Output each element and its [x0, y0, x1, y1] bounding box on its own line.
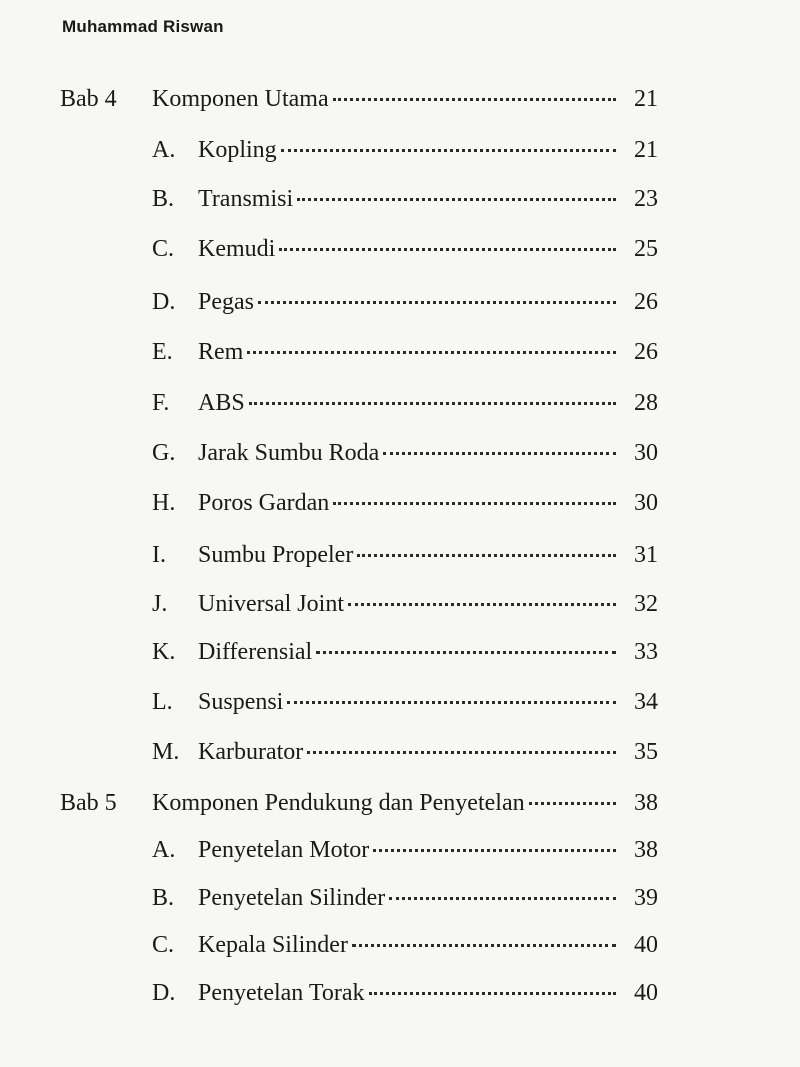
chapter-title: Komponen Utama [152, 86, 329, 112]
dot-leader [333, 502, 616, 505]
toc-entry-row [152, 883, 658, 913]
entry-title: Rem [198, 339, 244, 365]
entry-letter: L. [152, 689, 173, 715]
entry-letter: E. [152, 339, 173, 365]
running-header-author: Muhammad Riswan [62, 17, 224, 36]
page-number: 40 [634, 980, 658, 1006]
dot-leader [352, 944, 616, 947]
entry-letter: M. [152, 739, 180, 765]
dot-leader [307, 751, 616, 754]
page-number: 39 [634, 885, 658, 911]
toc-entry-row [152, 835, 658, 865]
dot-leader [247, 351, 616, 354]
entry-title: Differensial [198, 639, 313, 665]
entry-title: Universal Joint [198, 591, 344, 617]
page-number: 21 [634, 86, 658, 112]
entry-title: Kemudi [198, 236, 276, 262]
page-number: 32 [634, 591, 658, 617]
dot-leader [348, 603, 616, 606]
entry-title: Poros Gardan [198, 490, 330, 516]
dot-leader [279, 248, 616, 251]
entry-letter: G. [152, 440, 176, 466]
toc-chapter-row [60, 84, 658, 114]
toc-entry-row [152, 737, 658, 767]
dot-leader [258, 301, 616, 304]
toc-entry-row [152, 930, 658, 960]
entry-letter: D. [152, 289, 176, 315]
entry-title: Pegas [198, 289, 254, 315]
toc-entry-row [152, 337, 658, 367]
entry-title: ABS [198, 390, 245, 416]
chapter-number: Bab 4 [60, 86, 117, 112]
page-number: 21 [634, 137, 658, 163]
dot-leader [249, 402, 616, 405]
page-number: 26 [634, 289, 658, 315]
entry-letter: H. [152, 490, 176, 516]
page-number: 33 [634, 639, 658, 665]
page-number: 30 [634, 440, 658, 466]
page-number: 31 [634, 542, 658, 568]
entry-letter: D. [152, 980, 176, 1006]
entry-letter: B. [152, 885, 175, 911]
entry-title: Kepala Silinder [198, 932, 348, 958]
dot-leader [369, 992, 617, 995]
entry-title: Penyetelan Silinder [198, 885, 386, 911]
dot-leader [373, 849, 616, 852]
entry-title: Transmisi [198, 186, 294, 212]
page-number: 38 [634, 790, 658, 816]
entry-title: Jarak Sumbu Roda [198, 440, 380, 466]
dot-leader [383, 452, 616, 455]
dot-leader [297, 198, 616, 201]
entry-title: Karburator [198, 739, 304, 765]
toc-entry-row [152, 184, 658, 214]
toc-entry-row [152, 287, 658, 317]
page-number: 23 [634, 186, 658, 212]
entry-title: Penyetelan Torak [198, 980, 365, 1006]
toc-entry-row [152, 637, 658, 667]
page-number: 30 [634, 490, 658, 516]
toc-entry-row [152, 687, 658, 717]
entry-letter: K. [152, 639, 176, 665]
entry-title: Penyetelan Motor [198, 837, 370, 863]
toc-entry-row [152, 388, 658, 418]
toc-chapter-row [60, 788, 658, 818]
dot-leader [357, 554, 616, 557]
page-number: 35 [634, 739, 658, 765]
entry-letter: C. [152, 236, 175, 262]
entry-title: Suspensi [198, 689, 284, 715]
dot-leader [281, 149, 616, 152]
dot-leader [333, 98, 616, 101]
entry-letter: A. [152, 837, 176, 863]
entry-letter: C. [152, 932, 175, 958]
entry-letter: I. [152, 542, 166, 568]
entry-title: Kopling [198, 137, 277, 163]
entry-title: Sumbu Propeler [198, 542, 354, 568]
page-number: 25 [634, 236, 658, 262]
dot-leader [316, 651, 616, 654]
toc-entry-row [152, 540, 658, 570]
dot-leader [287, 701, 616, 704]
toc-entry-row [152, 488, 658, 518]
dot-leader [529, 802, 616, 805]
toc-entry-row [152, 135, 658, 165]
page-number: 26 [634, 339, 658, 365]
dot-leader [389, 897, 616, 900]
page-number: 40 [634, 932, 658, 958]
entry-letter: F. [152, 390, 170, 416]
page-number: 34 [634, 689, 658, 715]
page-number: 38 [634, 837, 658, 863]
entry-letter: A. [152, 137, 176, 163]
toc-entry-row [152, 438, 658, 468]
toc-entry-row [152, 978, 658, 1008]
chapter-number: Bab 5 [60, 790, 117, 816]
entry-letter: B. [152, 186, 175, 212]
chapter-title: Komponen Pendukung dan Penyetelan [152, 790, 525, 816]
toc-entry-row [152, 234, 658, 264]
toc-entry-row [152, 589, 658, 619]
entry-letter: J. [152, 591, 168, 617]
page-number: 28 [634, 390, 658, 416]
